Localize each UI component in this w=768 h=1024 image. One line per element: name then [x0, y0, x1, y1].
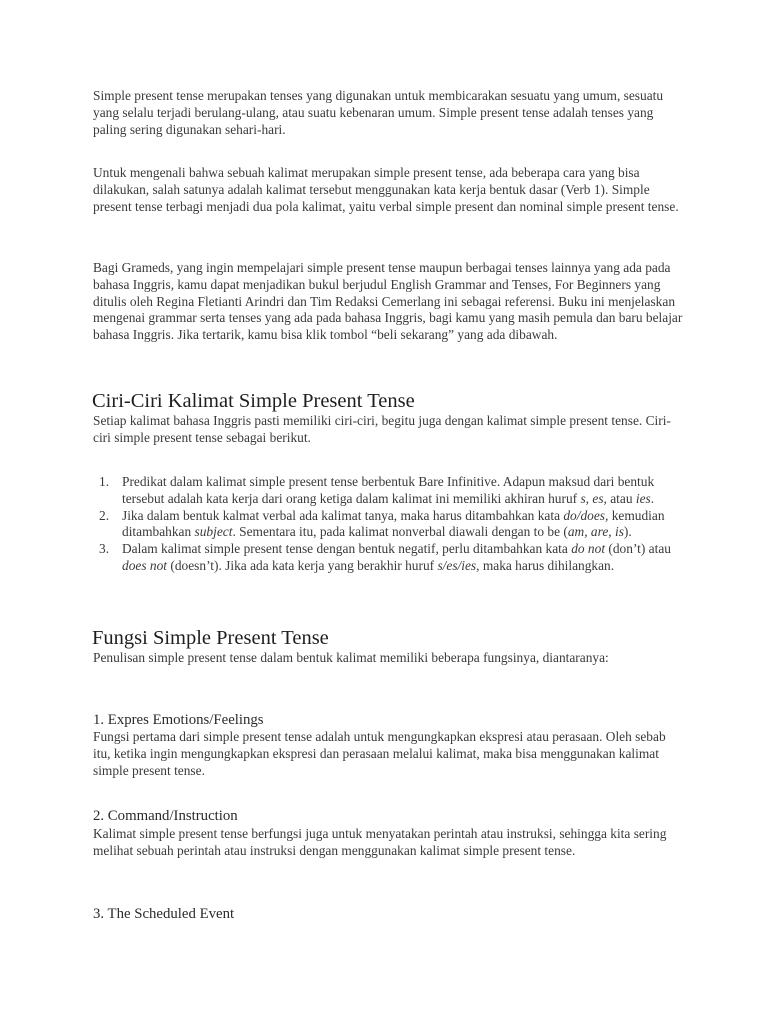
list-item-italic: do not — [571, 541, 606, 557]
list-item — [93, 508, 683, 542]
intro-paragraph-2: Untuk mengenali bahwa sebuah kalimat merupakan simple present tense, ada beberapa cara yang bisa dilakukan, salah satunya adalah kalimat tersebut menggunakan kata kerja bentuk dasar (Verb 1). Simple present tense terbagi menjadi dua pola kalimat, yaitu verbal simple present dan nominal simple present tense. — [93, 165, 679, 214]
list-item-text: , maka harus dihilangkan. — [476, 557, 615, 573]
fungsi-section-title-1: 1. Expres Emotions/Feelings — [93, 712, 264, 728]
list-item-text: Predikat dalam kalimat simple present tense berbentuk Bare Infinitive. Adapun maksud dari bentuk tersebut adalah kata kerja dari orang ketiga dalam kalimat ini memiliki akhiran huruf — [122, 474, 655, 506]
list-item — [93, 474, 683, 508]
list-item-italic: am, are, is — [567, 524, 624, 540]
ciri-ciri-heading: Ciri-Ciri Kalimat Simple Present Tense — [92, 390, 415, 412]
list-item-text: . — [650, 490, 655, 506]
fungsi-section-title-3: 3. The Scheduled Event — [93, 906, 235, 922]
list-item-text: Jika dalam bentuk kalmat verbal ada kalimat tanya, maka harus ditambahkan kata — [122, 507, 564, 523]
list-item-italic: does not — [122, 557, 168, 573]
list-item-number: 2. — [99, 507, 110, 523]
list-item-italic: subject — [194, 524, 233, 540]
list-item-italic: s/es/ies — [437, 557, 477, 573]
fungsi-section-title-2: 2. Command/Instruction — [93, 808, 238, 824]
list-item — [93, 541, 683, 575]
fungsi-heading: Fungsi Simple Present Tense — [92, 627, 329, 649]
list-item-italic: do/does, — [563, 507, 609, 523]
list-item-text: kemudian ditambahkan — [122, 507, 665, 540]
fungsi-section-body-2: Kalimat simple present tense berfungsi juga untuk menyatakan perintah atau instruksi, sehingga kita sering melihat sebuah perintah atau instruksi dengan menggunakan kalimat simple present tense. — [93, 826, 667, 858]
fungsi-section-body-1: Fungsi pertama dari simple present tense adalah untuk mengungkapkan ekspresi atau perasaan. Oleh sebab itu, ketika ingin mengungkapkan ekspresi dan perasaan melalui kalimat, maka bisa menggunakan kalimat simple present tense. — [93, 729, 666, 778]
list-item-italic: s, es, — [580, 490, 607, 506]
list-item-number: 3. — [99, 541, 110, 557]
ciri-ciri-list — [93, 474, 683, 575]
intro-paragraph-1: Simple present tense merupakan tenses yang digunakan untuk membicarakan sesuatu yang umum, sesuatu yang selalu terjadi berulang-ulang, atau suatu kebenaran umum. Simple present tense adalah tenses yang paling sering digunakan sehari-hari. — [93, 88, 664, 137]
list-item-text: Dalam kalimat simple present tense dengan bentuk negatif, perlu ditambahkan kata — [122, 541, 572, 557]
intro-paragraph-3: Bagi Grameds, yang ingin mempelajari simple present tense maupun berbagai tenses lainnya yang ada pada bahasa Inggris, kamu dapat menjadikan bukul berjudul English Grammar and Tenses, For Beginners yang ditulis oleh Regina Fletianti Arindri dan Tim Redaksi Cemerlang ini sebagai referensi. Buku ini menjelaskan mengenai grammar serta tenses yang ada pada bahasa Inggris, bagi kamu yang masih pemula dan baru belajar bahasa Inggris. Jika tertarik, kamu bisa klik tombol “beli sekarang” yang ada dibawah. — [93, 260, 683, 343]
list-item-text: . Sementara itu, pada kalimat nonverbal diawali dengan to be ( — [232, 524, 568, 540]
list-item-text: (doesn’t). Jika ada kata kerja yang berakhir huruf — [167, 557, 438, 573]
ciri-ciri-intro: Setiap kalimat bahasa Inggris pasti memiliki ciri-ciri, begitu juga dengan kalimat simple present tense. Ciri-ciri simple present tense sebagai berikut. — [93, 413, 671, 445]
fungsi-intro: Penulisan simple present tense dalam bentuk kalimat memiliki beberapa fungsinya, diantaranya: — [93, 650, 609, 665]
list-item-text: (don’t) atau — [605, 541, 671, 557]
list-item-text: ). — [623, 524, 632, 540]
list-item-italic: ies — [635, 490, 651, 506]
list-item-text: atau — [606, 490, 636, 506]
list-item-number: 1. — [99, 474, 110, 489]
